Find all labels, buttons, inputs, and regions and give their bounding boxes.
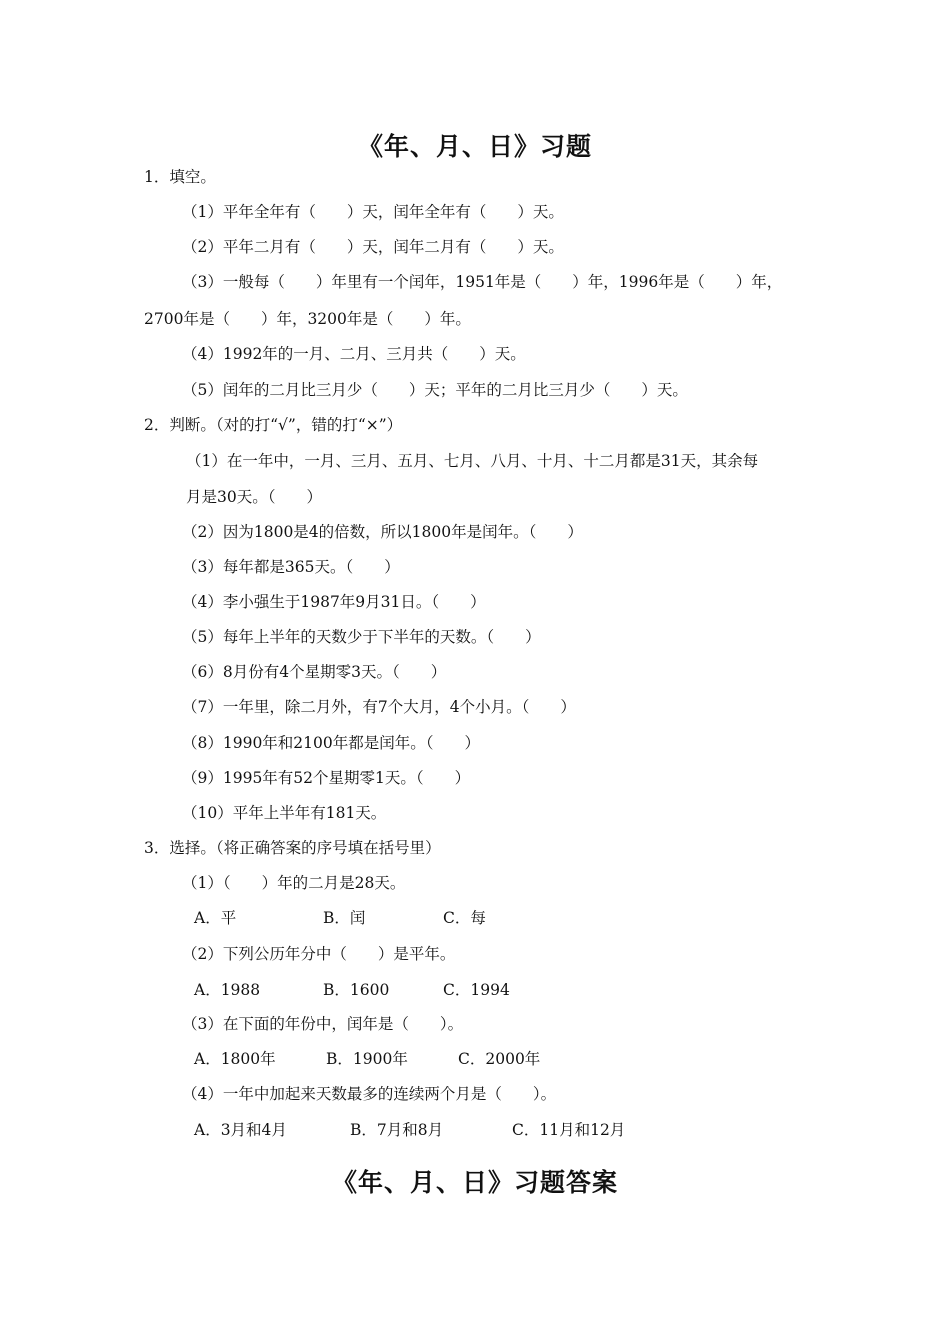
section2-item-6: （6）8月份有4个星期零3天。（ ） [182, 663, 447, 681]
section1-item-3: （3）一般每（ ）年里有一个闰年，1951年是（ ）年，1996年是（ ）年， [182, 273, 783, 291]
section3-q2-option-c: C．1994 [443, 981, 510, 999]
section2-item-8: （8）1990年和2100年都是闰年。（ ） [182, 734, 481, 752]
section1-item-3-cont: 2700年是（ ）年，3200年是（ ）年。 [144, 310, 471, 328]
section3-question-2: （2）下列公历年分中（ ）是平年。 [182, 945, 456, 963]
section3-q3-option-b: B．1900年 [326, 1050, 408, 1068]
section2-item-5: （5）每年上半年的天数少于下半年的天数。（ ） [182, 628, 541, 646]
section3-heading: 3．选择。（将正确答案的序号填在括号里） [144, 839, 441, 857]
section3-q2-option-a: A．1988 [194, 981, 261, 999]
answer-title: 《年、月、日》习题答案 [331, 1168, 618, 1197]
section2-item-10: （10）平年上半年有181天。 [182, 804, 387, 822]
section3-q1-option-b: B．闰 [323, 909, 366, 927]
section2-item-7: （7）一年里，除二月外，有7个大月，4个小月。（ ） [182, 698, 576, 716]
section3-q3-option-c: C．2000年 [458, 1050, 541, 1068]
section1-item-4: （4）1992年的一月、二月、三月共（ ）天。 [182, 345, 526, 363]
section1-item-2: （2）平年二月有（ ）天，闰年二月有（ ）天。 [182, 238, 564, 256]
section1-item-5: （5）闰年的二月比三月少（ ）天；平年的二月比三月少（ ）天。 [182, 381, 688, 399]
section1-heading: 1．填空。 [144, 168, 216, 186]
section3-q4-option-a: A．3月和4月 [194, 1121, 287, 1139]
section3-q4-option-c: C．11月和12月 [512, 1121, 626, 1139]
section2-item-3: （3）每年都是365天。（ ） [182, 558, 400, 576]
section2-item-1-cont: 月是30天。（ ） [186, 488, 322, 506]
section2-item-1: （1）在一年中，一月、三月、五月、七月、八月、十月、十二月都是31天，其余每 [186, 452, 759, 470]
section3-question-3: （3）在下面的年份中，闰年是（ ）。 [182, 1015, 464, 1033]
section2-item-2: （2）因为1800是4的倍数，所以1800年是闰年。（ ） [182, 523, 583, 541]
section3-q1-option-a: A．平 [194, 909, 237, 927]
section3-question-1: （1）（ ）年的二月是28天。 [182, 874, 406, 892]
section3-q3-option-a: A．1800年 [194, 1050, 276, 1068]
section3-q2-option-b: B．1600 [323, 981, 390, 999]
section2-item-9: （9）1995年有52个星期零1天。（ ） [182, 769, 471, 787]
section3-question-4: （4）一年中加起来天数最多的连续两个月是（ ）。 [182, 1085, 557, 1103]
worksheet-title: 《年、月、日》习题 [357, 132, 592, 161]
section3-q1-option-c: C．每 [443, 909, 486, 927]
section2-heading: 2．判断。（对的打“√”，错的打“×”） [144, 416, 403, 434]
section2-item-4: （4）李小强生于1987年9月31日。（ ） [182, 593, 486, 611]
section1-item-1: （1）平年全年有（ ）天，闰年全年有（ ）天。 [182, 203, 564, 221]
section3-q4-option-b: B．7月和8月 [350, 1121, 444, 1139]
